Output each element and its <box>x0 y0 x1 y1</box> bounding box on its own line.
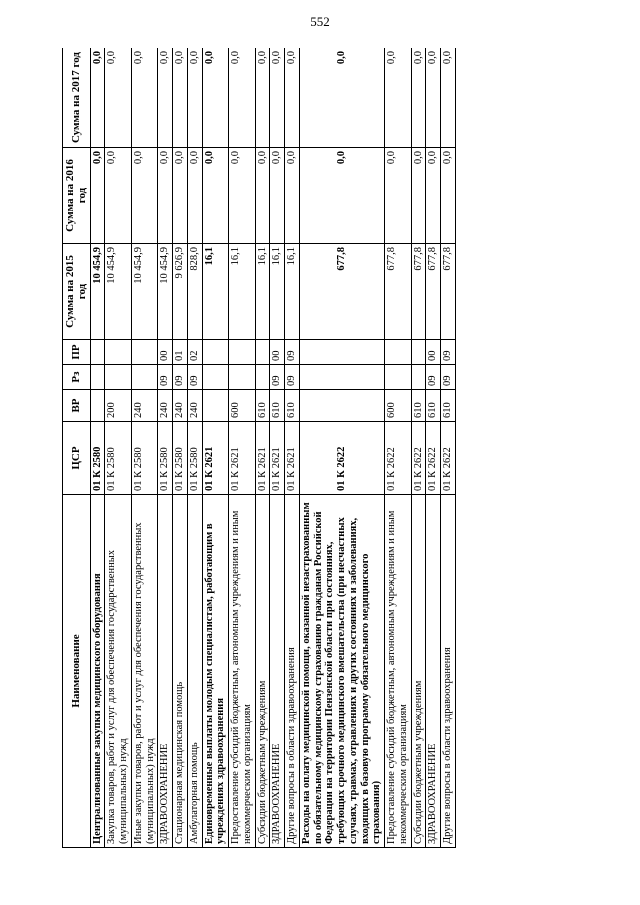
rotated-table-container <box>62 48 547 848</box>
cell-rz: 09 <box>270 365 285 390</box>
cell-pr: 00 <box>426 340 441 365</box>
cell-pr: 09 <box>441 340 456 365</box>
cell-sum-2016: 0,0 <box>202 148 229 244</box>
table-body <box>90 48 455 848</box>
cell-sum-2016: 0,0 <box>441 148 456 244</box>
cell-sum-2017: 0,0 <box>229 48 256 148</box>
cell-rz <box>299 365 384 390</box>
cell-vr <box>90 390 105 422</box>
cell-sum-2015: 828,0 <box>187 244 202 340</box>
cell-pr <box>202 340 229 365</box>
header-vr: ВР <box>63 390 91 422</box>
cell-sum-2017: 0,0 <box>426 48 441 148</box>
cell-sum-2015: 16,1 <box>229 244 256 340</box>
cell-sum-2017: 0,0 <box>105 48 132 148</box>
table-row <box>385 48 412 848</box>
cell-sum-2016: 0,0 <box>270 148 285 244</box>
cell-sum-2017: 0,0 <box>173 48 188 148</box>
cell-sum-2015: 677,8 <box>299 244 384 340</box>
cell-sum-2016: 0,0 <box>385 148 412 244</box>
cell-csr: 01 К 2621 <box>270 422 285 495</box>
cell-sum-2016: 0,0 <box>411 148 426 244</box>
cell-sum-2016: 0,0 <box>187 148 202 244</box>
cell-sum-2015: 677,8 <box>441 244 456 340</box>
cell-csr: 01 К 2580 <box>131 422 158 495</box>
table-row <box>426 48 441 848</box>
table-row <box>411 48 426 848</box>
cell-csr: 01 К 2622 <box>299 422 384 495</box>
cell-rz <box>105 365 132 390</box>
cell-vr: 600 <box>229 390 256 422</box>
table-row <box>229 48 256 848</box>
table-row <box>202 48 229 848</box>
cell-pr: 00 <box>270 340 285 365</box>
cell-sum-2015: 677,8 <box>411 244 426 340</box>
cell-sum-2015: 10 454,9 <box>158 244 173 340</box>
cell-rz <box>90 365 105 390</box>
cell-pr <box>411 340 426 365</box>
table-row <box>173 48 188 848</box>
cell-vr: 610 <box>270 390 285 422</box>
cell-sum-2015: 9 626,9 <box>173 244 188 340</box>
cell-name: Иные закупки товаров, работ и услуг для обеспечения государственных (муниципальных) нужд <box>131 495 158 848</box>
header-rz: Рз <box>63 365 91 390</box>
cell-name: Предоставление субсидий бюджетным, автономным учреждениям и иным некоммерческим организациям <box>229 495 256 848</box>
cell-rz: 09 <box>187 365 202 390</box>
cell-name: Единовременные выплаты молодым специалистам, работающим в учреждениях здравоохранения <box>202 495 229 848</box>
cell-sum-2017: 0,0 <box>90 48 105 148</box>
cell-rz: 09 <box>173 365 188 390</box>
cell-csr: 01 К 2580 <box>187 422 202 495</box>
table-row <box>90 48 105 848</box>
cell-vr <box>202 390 229 422</box>
cell-pr <box>299 340 384 365</box>
cell-vr: 240 <box>131 390 158 422</box>
cell-pr <box>255 340 270 365</box>
cell-vr: 610 <box>441 390 456 422</box>
cell-vr: 610 <box>426 390 441 422</box>
cell-name: ЗДРАВООХРАНЕНИЕ <box>158 495 173 848</box>
table-row <box>187 48 202 848</box>
cell-sum-2016: 0,0 <box>158 148 173 244</box>
cell-name: ЗДРАВООХРАНЕНИЕ <box>426 495 441 848</box>
table-header-row <box>63 48 91 848</box>
cell-csr: 01 К 2622 <box>385 422 412 495</box>
header-name: Наименование <box>63 495 91 848</box>
cell-csr: 01 К 2580 <box>105 422 132 495</box>
cell-sum-2016: 0,0 <box>131 148 158 244</box>
table-row <box>105 48 132 848</box>
table-row <box>441 48 456 848</box>
cell-csr: 01 К 2621 <box>285 422 300 495</box>
cell-sum-2015: 16,1 <box>270 244 285 340</box>
cell-sum-2017: 0,0 <box>202 48 229 148</box>
cell-csr: 01 К 2622 <box>411 422 426 495</box>
table-viewport <box>62 48 547 848</box>
cell-sum-2015: 677,8 <box>385 244 412 340</box>
cell-rz <box>385 365 412 390</box>
cell-sum-2016: 0,0 <box>105 148 132 244</box>
table-row <box>131 48 158 848</box>
cell-sum-2016: 0,0 <box>229 148 256 244</box>
cell-pr <box>229 340 256 365</box>
cell-pr <box>90 340 105 365</box>
table-row <box>299 48 384 848</box>
cell-csr: 01 К 2580 <box>158 422 173 495</box>
budget-table <box>62 48 456 848</box>
cell-sum-2015: 16,1 <box>202 244 229 340</box>
page-number: 552 <box>310 14 330 29</box>
cell-pr <box>105 340 132 365</box>
cell-sum-2017: 0,0 <box>131 48 158 148</box>
cell-csr: 01 К 2621 <box>202 422 229 495</box>
cell-vr: 610 <box>285 390 300 422</box>
cell-name: Расходы на оплату медицинской помощи, оказанной незастрахованным по обязательному медицинскому страхованию гражданам Российской Федерации на территории Пензенской области при состояниях, требующих срочного медицинского вмешательства (при несчастных случаях, травмах, отравлениях и других состояниях и заболеваниях, входящих в базовую программу обязательного медицинского страхования) <box>299 495 384 848</box>
cell-rz <box>411 365 426 390</box>
header-sum-2016: Сумма на 2016 год <box>63 148 91 244</box>
cell-vr: 240 <box>158 390 173 422</box>
cell-name: Субсидии бюджетным учреждениям <box>411 495 426 848</box>
cell-name: Закупка товаров, работ и услуг для обеспечения государственных (муниципальных) нужд <box>105 495 132 848</box>
cell-sum-2017: 0,0 <box>255 48 270 148</box>
cell-rz: 09 <box>441 365 456 390</box>
header-pr: ПР <box>63 340 91 365</box>
cell-sum-2016: 0,0 <box>299 148 384 244</box>
cell-sum-2015: 16,1 <box>255 244 270 340</box>
cell-rz <box>202 365 229 390</box>
cell-sum-2015: 677,8 <box>426 244 441 340</box>
cell-sum-2015: 10 454,9 <box>90 244 105 340</box>
table-row <box>158 48 173 848</box>
cell-sum-2016: 0,0 <box>285 148 300 244</box>
cell-name: Другие вопросы в области здравоохранения <box>285 495 300 848</box>
cell-sum-2017: 0,0 <box>270 48 285 148</box>
table-row <box>270 48 285 848</box>
cell-pr: 00 <box>158 340 173 365</box>
cell-vr: 600 <box>385 390 412 422</box>
cell-sum-2015: 16,1 <box>285 244 300 340</box>
cell-vr: 240 <box>173 390 188 422</box>
cell-name: Субсидии бюджетным учреждениям <box>255 495 270 848</box>
header-sum-2015: Сумма на 2015 год <box>63 244 91 340</box>
cell-rz <box>255 365 270 390</box>
cell-sum-2017: 0,0 <box>441 48 456 148</box>
cell-pr: 02 <box>187 340 202 365</box>
cell-csr: 01 К 2622 <box>441 422 456 495</box>
cell-csr: 01 К 2621 <box>229 422 256 495</box>
cell-csr: 01 К 2621 <box>255 422 270 495</box>
cell-rz: 09 <box>285 365 300 390</box>
cell-pr: 09 <box>285 340 300 365</box>
cell-sum-2017: 0,0 <box>411 48 426 148</box>
cell-name: Амбулаторная помощь <box>187 495 202 848</box>
table-row <box>255 48 270 848</box>
cell-sum-2016: 0,0 <box>173 148 188 244</box>
cell-sum-2017: 0,0 <box>187 48 202 148</box>
cell-csr: 01 К 2580 <box>173 422 188 495</box>
cell-sum-2017: 0,0 <box>385 48 412 148</box>
cell-sum-2016: 0,0 <box>90 148 105 244</box>
cell-name: Стационарная медицинская помощь <box>173 495 188 848</box>
cell-sum-2016: 0,0 <box>255 148 270 244</box>
cell-vr: 240 <box>187 390 202 422</box>
cell-name: Централизованные закупки медицинского оборудования <box>90 495 105 848</box>
header-csr: ЦСР <box>63 422 91 495</box>
cell-sum-2015: 10 454,9 <box>131 244 158 340</box>
cell-sum-2016: 0,0 <box>426 148 441 244</box>
cell-rz: 09 <box>426 365 441 390</box>
cell-pr: 01 <box>173 340 188 365</box>
cell-csr: 01 К 2580 <box>90 422 105 495</box>
cell-vr: 610 <box>255 390 270 422</box>
cell-pr <box>385 340 412 365</box>
cell-csr: 01 К 2622 <box>426 422 441 495</box>
header-sum-2017: Сумма на 2017 год <box>63 48 91 148</box>
cell-sum-2015: 10 454,9 <box>105 244 132 340</box>
cell-rz: 09 <box>158 365 173 390</box>
cell-rz <box>131 365 158 390</box>
cell-vr <box>299 390 384 422</box>
cell-name: Другие вопросы в области здравоохранения <box>441 495 456 848</box>
cell-sum-2017: 0,0 <box>285 48 300 148</box>
cell-name: ЗДРАВООХРАНЕНИЕ <box>270 495 285 848</box>
cell-sum-2017: 0,0 <box>299 48 384 148</box>
table-row <box>285 48 300 848</box>
cell-vr: 200 <box>105 390 132 422</box>
cell-name: Предоставление субсидий бюджетным, автономным учреждениям и иным некоммерческим организациям <box>385 495 412 848</box>
cell-sum-2017: 0,0 <box>158 48 173 148</box>
cell-pr <box>131 340 158 365</box>
cell-rz <box>229 365 256 390</box>
cell-vr: 610 <box>411 390 426 422</box>
